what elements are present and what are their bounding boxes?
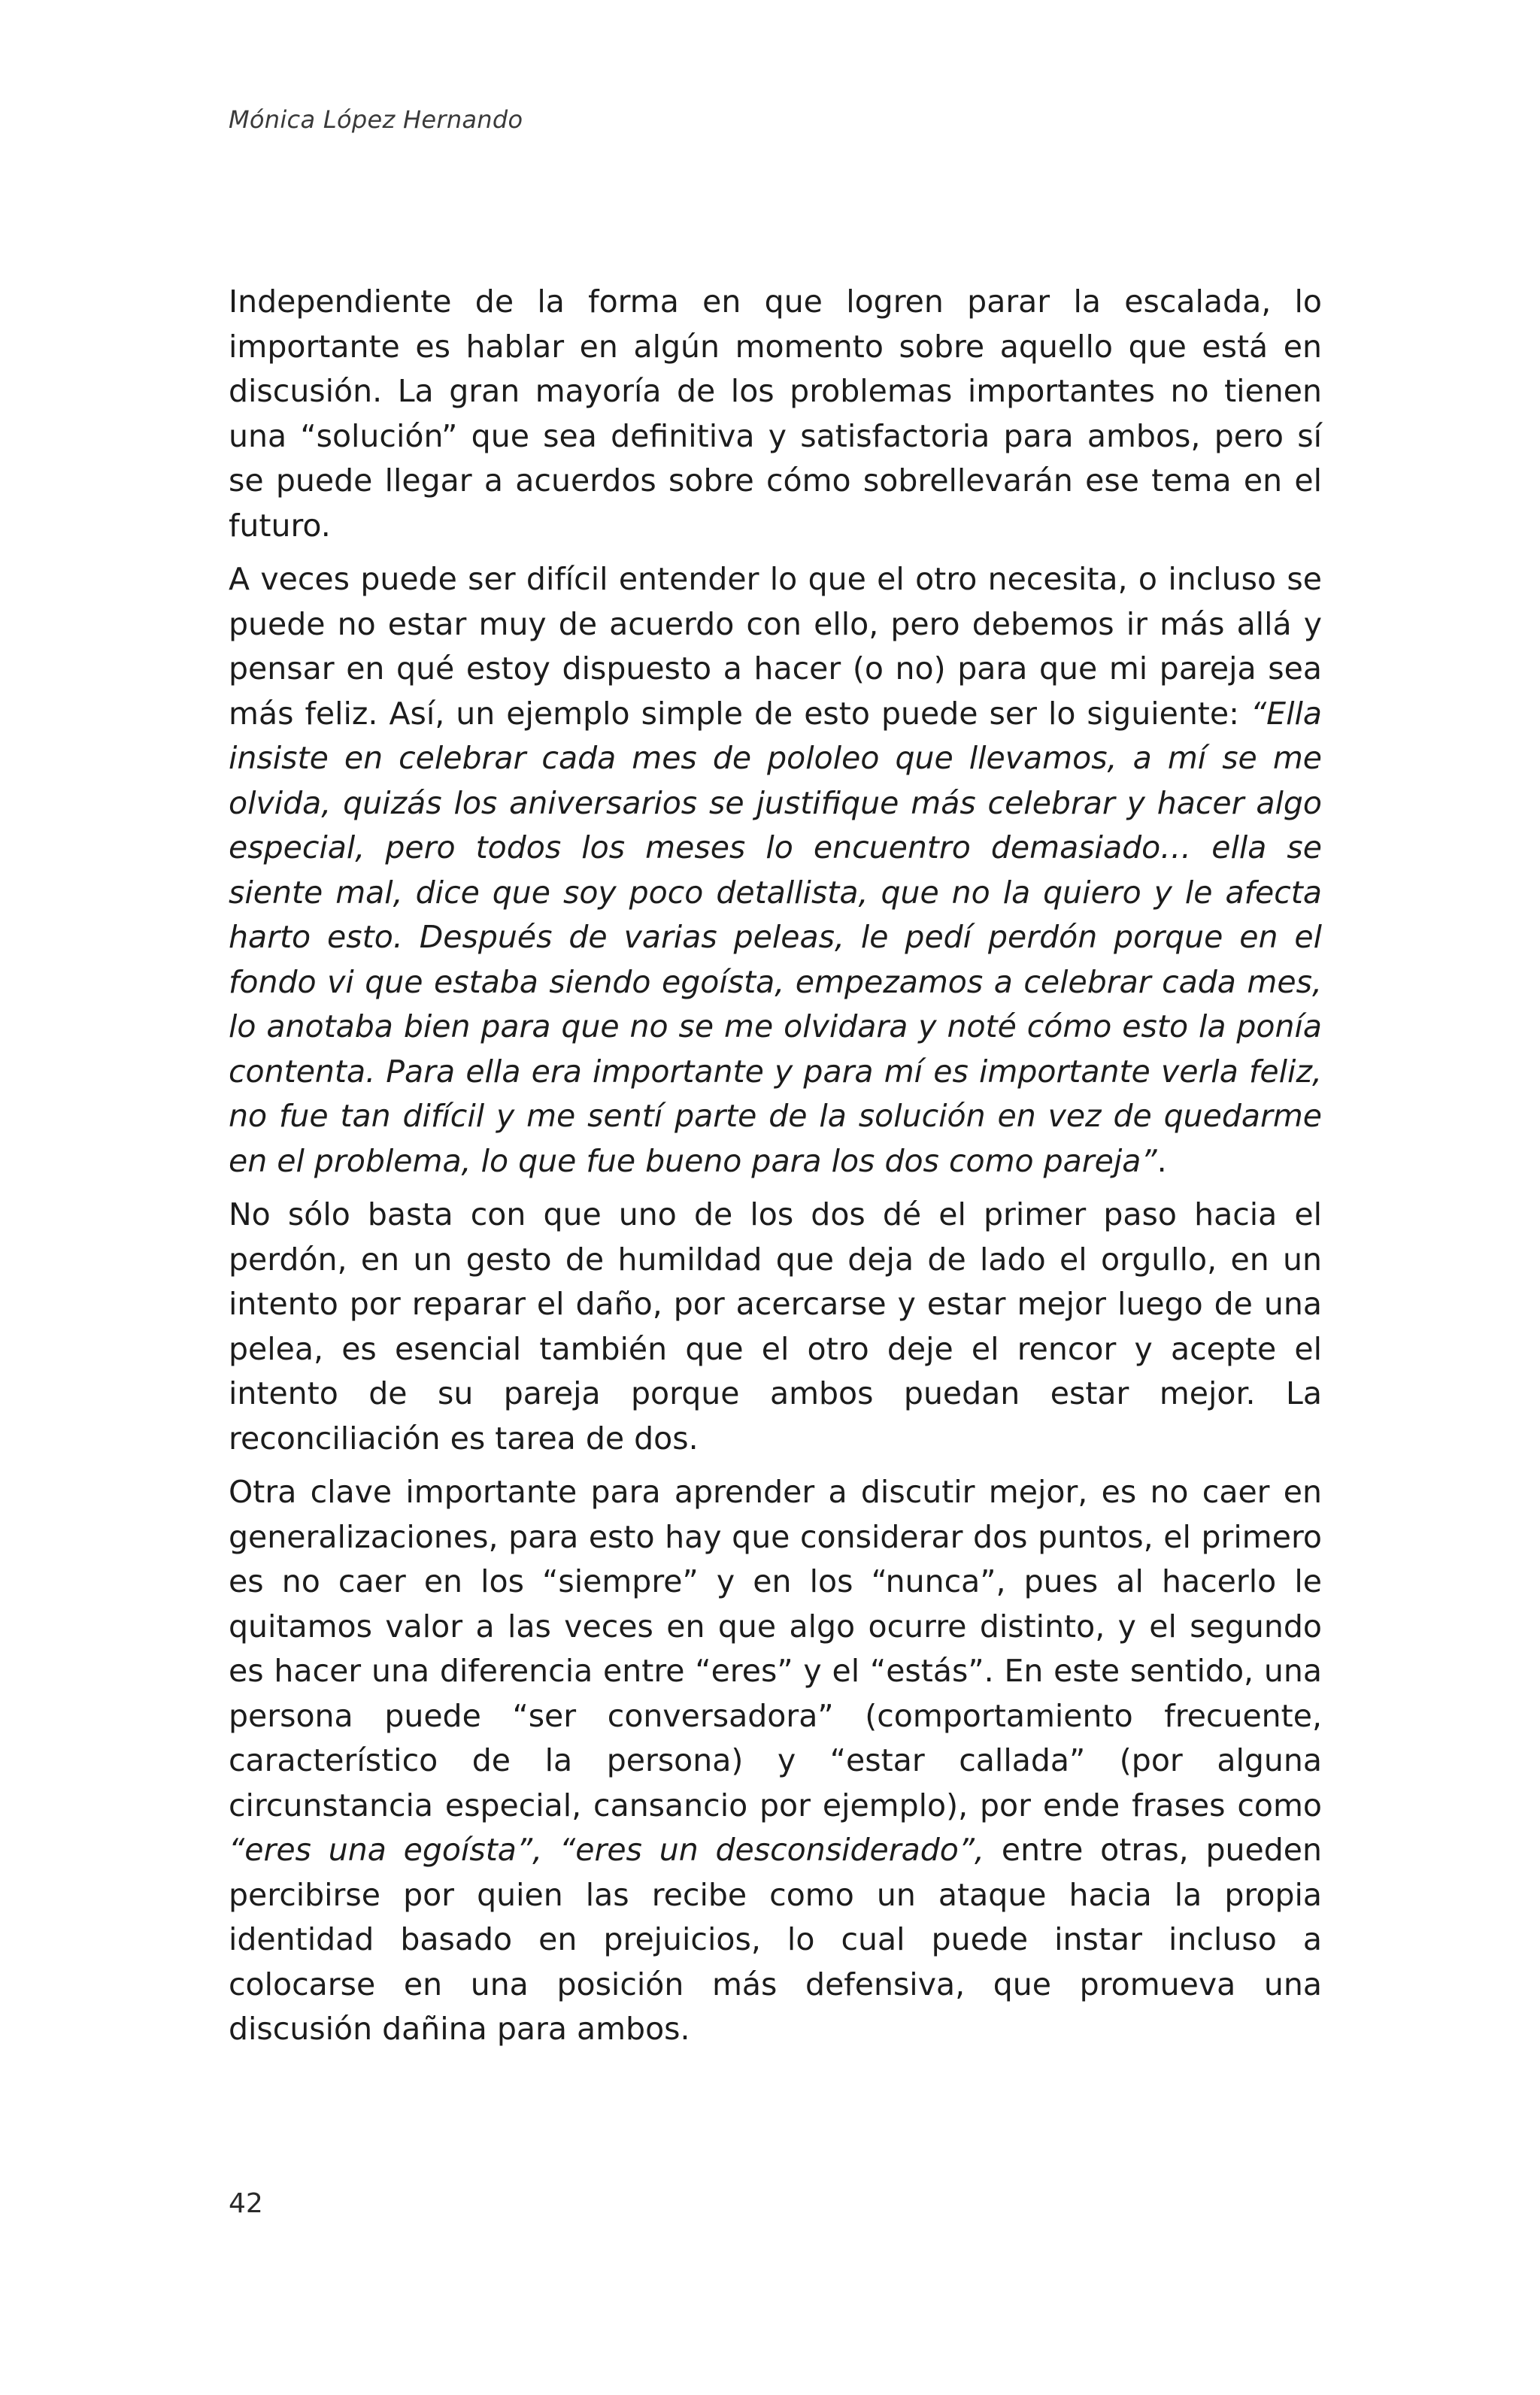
paragraph-3 (229, 1193, 1322, 1461)
paragraph-4-end: entre otras, pueden percibirse por quien las recibe como un ataque hacia la propia identidad basado en prejuicios, lo cual puede instar incluso a colocarse en una posición más defensiva, que promueva una discusión dañina para ambos. (229, 1832, 1322, 2047)
paragraph-3-text: No sólo basta con que uno de los dos dé el primer paso hacia el perdón, en un gesto de humildad que deja de lado el orgullo, en un intento por reparar el daño, por acercarse y estar mejor luego de una pelea, es esencial también que el otro deje el rencor y acepte el intento de su pareja porque ambos puedan estar mejor. La reconciliación es tarea de dos. (229, 1196, 1322, 1457)
paragraph-1-text: Independiente de la forma en que logren parar la escalada, lo importante es hablar en algún momento sobre aquello que está en discusión. La gran mayoría de los problemas importantes no tienen una “solución” que sea definitiva y satisfactoria para ambos, pero sí se puede llegar a acuerdos sobre cómo sobrellevarán ese tema en el futuro. (229, 283, 1322, 544)
paragraph-4-quote: “eres una egoísta”, “eres un desconsiderado”, (229, 1832, 985, 1868)
paragraph-2 (229, 557, 1322, 1184)
page-number: 42 (229, 2188, 263, 2219)
paragraph-2-quote: “Ella insiste en celebrar cada mes de pololeo que llevamos, a mí se me olvida, quizás los aniversarios se justifique más celebrar y hacer algo especial, pero todos los meses lo encuentro demasiado… ella se siente mal, dice que soy poco detallista, que no la quiero y le afecta harto esto. Después de varias peleas, le pedí perdón porque en el fondo vi que estaba siendo egoísta, empezamos a celebrar cada mes, lo anotaba bien para que no se me olvidara y noté cómo esto la ponía contenta. Para ella era importante y para mí es importante verla feliz, no fue tan difícil y me sentí parte de la solución en vez de quedarme en el problema, lo que fue bueno para los dos como pareja” (229, 695, 1322, 1179)
running-header-author: Mónica López Hernando (229, 105, 523, 134)
paragraph-4 (229, 1470, 1322, 2052)
paragraph-2-text: A veces puede ser difícil entender lo que el otro necesita, o incluso se puede no estar muy de acuerdo con ello, pero debemos ir más allá y pensar en qué estoy dispuesto a hacer (o no) para que mi pareja sea más feliz. Así, un ejemplo simple de esto puede ser lo siguiente: (229, 561, 1322, 732)
paragraph-4-text: Otra clave importante para aprender a discutir mejor, es no caer en generalizaciones, para esto hay que considerar dos puntos, el primero es no caer en los “siempre” y en los “nunca”, pues al hacerlo le quitamos valor a las veces en que algo ocurre distinto, y el segundo es hacer una diferencia entre “eres” y el “estás”. En este sentido, una persona puede “ser conversadora” (comportamiento frecuente, característico de la persona) y “estar callada” (por alguna circunstancia especial, cansancio por ejemplo), por ende frases como (229, 1474, 1322, 1824)
paragraph-1 (229, 280, 1322, 548)
body-text (229, 280, 1322, 2061)
paragraph-2-end: . (1157, 1142, 1167, 1179)
